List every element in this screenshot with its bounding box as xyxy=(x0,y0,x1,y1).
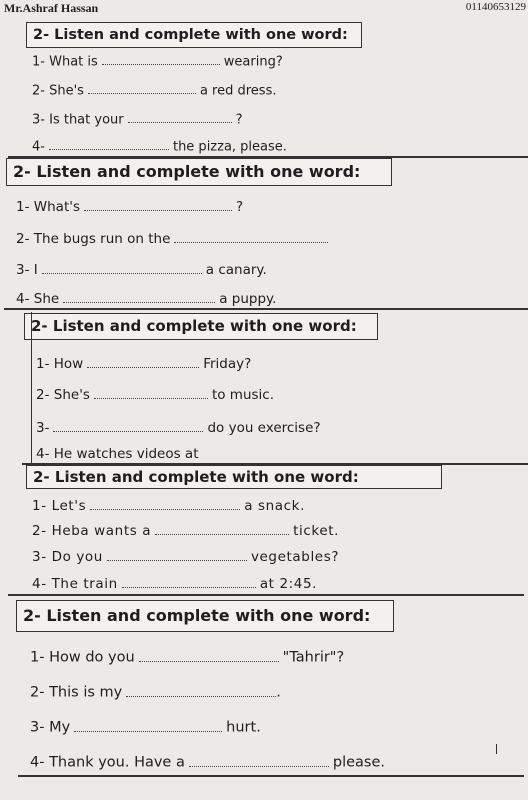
item-number: 1- xyxy=(36,355,50,372)
item-text-before: The train xyxy=(51,575,118,592)
item-text-after: to music. xyxy=(211,386,275,403)
item-text-after: a snack. xyxy=(244,497,305,514)
item-number: 1- xyxy=(16,198,30,215)
item-text-before: What is xyxy=(49,54,98,70)
blank-field[interactable] xyxy=(122,576,256,588)
item-number: 2- xyxy=(32,522,47,539)
blank-field[interactable] xyxy=(155,523,289,535)
blank-field[interactable] xyxy=(84,199,232,211)
section-title-box xyxy=(26,465,442,489)
item-text-after: a puppy. xyxy=(219,290,277,307)
blank-field[interactable] xyxy=(107,549,247,561)
item-number: 2- xyxy=(32,83,45,99)
item-number: 3- xyxy=(32,112,45,128)
exercise-line xyxy=(30,719,261,735)
blank-field[interactable] xyxy=(139,649,279,662)
section-title: 2- Listen and complete with one word: xyxy=(33,26,348,43)
margin-mark xyxy=(31,312,32,464)
blank-field[interactable] xyxy=(63,291,215,303)
item-text-before: Thank you. Have a xyxy=(49,754,185,771)
item-number: 2- xyxy=(30,684,45,701)
exercise-line xyxy=(16,199,243,214)
item-text-before: Heba wants a xyxy=(51,522,152,539)
item-number: 3- xyxy=(16,261,30,278)
exercise-line xyxy=(32,54,283,68)
exercise-line xyxy=(32,112,243,126)
item-number: 3- xyxy=(32,548,47,565)
item-text-before: How xyxy=(53,355,84,372)
item-text-before: What's xyxy=(33,198,80,215)
exercise-line xyxy=(30,649,344,665)
item-text-after: the pizza, please. xyxy=(172,139,287,155)
item-text-after: do you exercise? xyxy=(207,419,321,436)
section-title-box xyxy=(26,22,362,48)
exercise-line xyxy=(16,262,267,277)
item-text-before: She xyxy=(33,290,60,307)
pen-mark xyxy=(496,744,497,754)
item-text-after: ? xyxy=(235,198,244,215)
item-text-before: How do you xyxy=(49,649,135,666)
blank-field[interactable] xyxy=(102,54,220,65)
exercise-line xyxy=(36,420,321,435)
item-text-after: . xyxy=(276,684,281,701)
exercise-line xyxy=(32,576,317,591)
item-text-before: Is that your xyxy=(49,112,124,128)
blank-field[interactable] xyxy=(189,754,329,767)
section-title-box xyxy=(24,313,378,340)
item-number: 2- xyxy=(16,230,30,247)
blank-field[interactable] xyxy=(49,139,169,150)
exercise-line xyxy=(30,754,385,770)
item-text-before: I xyxy=(33,261,38,278)
exercise-line xyxy=(36,448,199,462)
divider xyxy=(8,594,524,596)
item-text-after: a red dress. xyxy=(199,83,277,99)
exercise-line xyxy=(16,291,276,306)
item-number: 3- xyxy=(36,419,50,436)
item-text-after: at 2:45. xyxy=(259,575,318,592)
item-number: 1- xyxy=(32,54,45,70)
exercise-line xyxy=(32,83,276,97)
section-title: 2- Listen and complete with one word: xyxy=(13,162,361,181)
blank-field[interactable] xyxy=(90,498,240,510)
exercise-line xyxy=(32,549,339,564)
item-number: 1- xyxy=(32,497,47,514)
item-number: 3- xyxy=(30,719,45,736)
blank-field[interactable] xyxy=(128,112,232,123)
item-number: 1- xyxy=(30,649,45,666)
item-text-after: ? xyxy=(235,112,243,128)
item-number: 4- xyxy=(32,575,47,592)
exercise-line xyxy=(32,498,305,513)
exercise-line xyxy=(30,684,281,700)
blank-field[interactable] xyxy=(87,356,199,368)
blank-field[interactable] xyxy=(94,387,208,399)
section-title-box xyxy=(16,600,394,632)
blank-field[interactable] xyxy=(174,231,328,243)
section-title: 2- Listen and complete with one word: xyxy=(31,317,357,335)
item-text-before: This is my xyxy=(49,684,123,701)
item-text-after: please. xyxy=(332,754,385,771)
section-title: 2- Listen and complete with one word: xyxy=(23,606,371,625)
item-text-after: Friday? xyxy=(203,355,252,372)
item-text-before: The bugs run on the xyxy=(33,230,171,247)
item-number: 4- xyxy=(30,754,45,771)
blank-field[interactable] xyxy=(126,684,276,697)
item-text-after: ticket. xyxy=(293,522,340,539)
item-text-after: vegetables? xyxy=(250,548,340,565)
item-text-before: My xyxy=(49,719,71,736)
blank-field[interactable] xyxy=(74,719,222,732)
item-text-before: He watches videos at xyxy=(53,446,199,462)
item-text-after: wearing? xyxy=(223,54,283,70)
teacher-phone: 01140653129 xyxy=(465,1,526,13)
exercise-line xyxy=(32,523,339,538)
item-text-after: hurt. xyxy=(226,719,261,736)
exercise-line xyxy=(16,231,332,246)
exercise-line xyxy=(36,387,274,402)
blank-field[interactable] xyxy=(53,420,203,432)
item-text-before: She's xyxy=(53,386,90,403)
blank-field[interactable] xyxy=(42,262,202,274)
section-title-box xyxy=(6,158,392,186)
teacher-name: Mr.Ashraf Hassan xyxy=(4,1,99,15)
exercise-line xyxy=(32,139,287,153)
item-text-after: a canary. xyxy=(205,261,267,278)
item-text-before: She's xyxy=(49,83,84,99)
item-text-after: "Tahrir"? xyxy=(282,649,345,666)
item-number: 2- xyxy=(36,386,50,403)
item-text-before: Let's xyxy=(51,497,87,514)
exercise-line xyxy=(36,356,251,371)
divider xyxy=(4,308,528,310)
item-number: 4- xyxy=(36,446,50,462)
item-text-before: Do you xyxy=(51,548,103,565)
item-number: 4- xyxy=(32,139,45,155)
divider xyxy=(18,775,524,777)
blank-field[interactable] xyxy=(88,83,196,94)
section-title: 2- Listen and complete with one word: xyxy=(33,467,359,486)
item-number: 4- xyxy=(16,290,30,307)
